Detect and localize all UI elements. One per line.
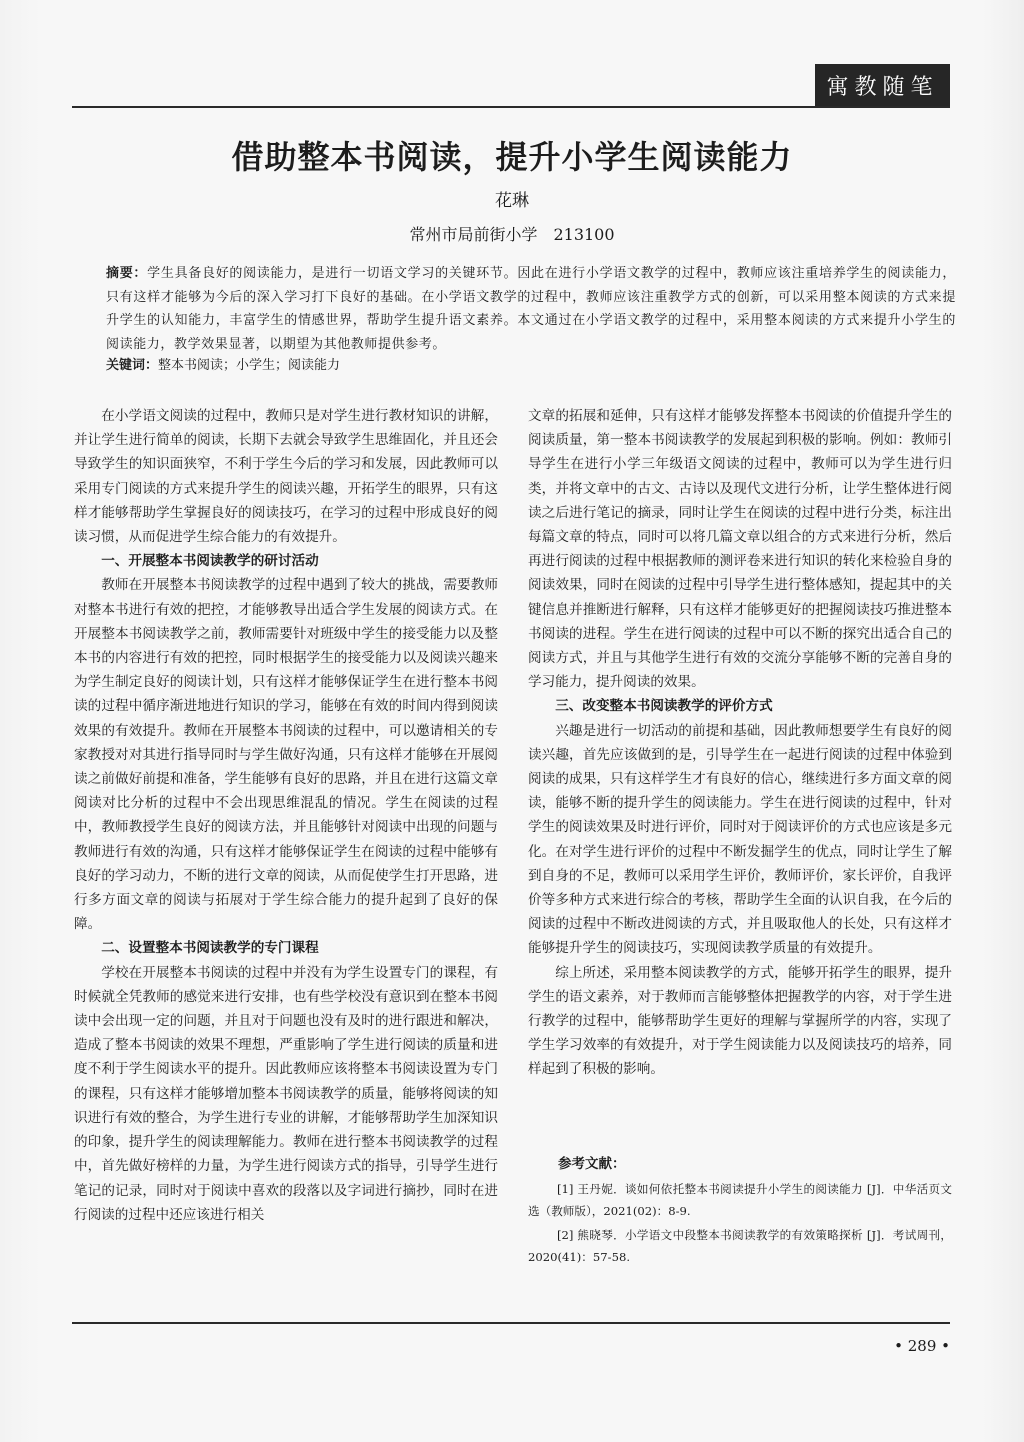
section2-heading: 二、设置整本书阅读教学的专门课程 — [101, 940, 319, 957]
author-name: 花琳 — [495, 191, 529, 211]
keywords-text: 整本书阅读；小学生；阅读能力 — [158, 358, 341, 373]
body-column-right — [528, 404, 952, 1082]
section1-paragraph: 教师在开展整本书阅读教学的过程中遇到了较大的挑战，需要教师对整本书进行有效的把控，才能够教导出适合学生发展的阅读方式。在开展整本书阅读教学之前，教师需要针对班级中学生的接受能力以及整本书的内容进行有效的把控，同时根据学生的接受能力以及阅读兴趣来为学生制定良好的阅读计划，只有这样才能够保证学生在进行整本书阅读的过程中循序渐进地进行知识的学习，能够在有效的时间内得到阅读效果的有效提升。教师在开展整本书阅读的过程中，可以邀请相关的专家教授对对其进行指导同时与学生做好沟通，只有这样才能够在开展阅读之前做好前提和准备，学生能够有良好的思路，并且在进行这篇文章阅读对比分析的过程中不会出现思维混乱的情况。学生在阅读的过程中，教师教授学生良好的阅读方法，并且能够针对阅读中出现的问题与教师进行有效的沟通，只有这样才能够保证学生在阅读的过程中能够有良好的学习动力，不断的进行文章的阅读，从而促使学生打开思路，进行多方面文章的阅读与拓展对于学生综合能力的提升起到了良好的保障。 — [74, 577, 498, 933]
intro-paragraph: 在小学语文阅读的过程中，教师只是对学生进行教材知识的讲解，并让学生进行简单的阅读，长期下去就会导致学生思维固化，并且还会导致学生的知识面狭窄，不利于学生今后的学习和发展，因此教师可以采用专门阅读的方式来提升学生的阅读兴趣，开拓学生的眼界，只有这样才能够帮助学生掌握良好的阅读技巧，在学习的过程中形成良好的阅读习惯，从而促进学生综合能力的有效提升。 — [74, 408, 498, 546]
references-list — [528, 1178, 952, 1270]
section3-paragraph: 兴趣是进行一切活动的前提和基础，因此教师想要学生有良好的阅读兴趣，首先应该做到的是，引导学生在一起进行阅读的过程中体验到阅读的成果，只有这样学生才有良好的信心，继续进行多方面文章的阅读，能够不断的提升学生的阅读能力。学生在进行阅读的过程中，针对学生的阅读效果及时进行评价，同时对于阅读评价的方式也应该是多元化。在对学生进行评价的过程中不断发掘学生的优点，同时让学生了解到自身的不足，教师可以采用学生评价，教师评价，家长评价，自我评价等多种方式来进行综合的考核，帮助学生全面的认识自我，在今后的阅读的过程中不断改进阅读的方式，并且吸取他人的长处，只有这样才能够提升学生的阅读技巧，实现阅读教学质量的有效提升。 — [528, 722, 952, 957]
section2-paragraph-part1: 学校在开展整本书阅读的过程中并没有为学生设置专门的课程，有时候就全凭教师的感觉来进行安排，也有些学校没有意识到在整本书阅读中会出现一定的问题，并且对于问题也没有及时的进行跟进和解决，造成了整本书阅读的效果不理想，严重影响了学生进行阅读的质量和进度不利于学生阅读水平的提升。因此教师应该将整本书阅读设置为专门的课程，只有这样才能够增加整本书阅读教学的质量，能够将阅读的知识进行有效的整合，为学生进行专业的讲解，才能够帮助学生加深知识的印象，提升学生的阅读理解能力。教师在进行整本书阅读教学的过程中，首先做好榜样的力量，为学生进行阅读方式的指导，引导学生进行笔记的记录，同时对于阅读中喜欢的段落以及字词进行摘抄，同时在进行阅读的过程中还应该进行相关 — [74, 964, 498, 1223]
conclusion-paragraph: 综上所述，采用整本阅读教学的方式，能够开拓学生的眼界，提升学生的语文素养，对于教师而言能够整体把握教学的内容，对于学生进行教学的过程中，能够帮助学生更好的理解与掌握所学的内容，实现了学生学习效率的有效提升，对于学生阅读能力以及阅读技巧的培养，同样起到了积极的影响。 — [528, 964, 952, 1078]
footer-rule — [72, 1322, 950, 1324]
abstract-text: 学生具备良好的阅读能力，是进行一切语文学习的关键环节。因此在进行小学语文教学的过程中，教师应该注重培养学生的阅读能力，只有这样才能够为今后的深入学习打下良好的基础。在小学语文教学的过程中，教师应该注重教学方式的创新，可以采用整本阅读的方式来提升学生的认知能力，丰富学生的情感世界，帮助学生提升语文素养。本文通过在小学语文教学的过程中，采用整本阅读的方式来提升小学生的阅读能力，教学效果显著，以期望为其他教师提供参考。 — [106, 266, 956, 352]
header-rule — [72, 106, 950, 108]
reference-item: [2] 熊晓琴．小学语文中段整本书阅读教学的有效策略探析 [J]．考试周刊，2020(41)：57-58. — [528, 1228, 952, 1264]
reference-item: [1] 王丹妮．谈如何依托整本书阅读提升小学生的阅读能力 [J]．中华活页文选（教师版），2021(02)：8-9. — [528, 1182, 952, 1218]
section2-paragraph-part2: 文章的拓展和延伸，只有这样才能够发挥整本书阅读的价值提升学生的阅读质量，第一整本书阅读教学的发展起到积极的影响。例如：教师引导学生在进行小学三年级语文阅读的过程中，教师可以为学生进行归类，并将文章中的古文、古诗以及现代文进行分析，让学生整体进行阅读之后进行笔记的摘录，同时让学生在阅读的过程中进行分类，标注出每篇文章的特点，同时可以将几篇文章以组合的方式来进行分析，然后再进行阅读的过程中根据教师的测评卷来进行知识的转化来检验自身的阅读效果，同时在阅读的过程中引导学生进行整体感知，提起其中的关键信息并推断进行解释，只有这样才能够更好的把握阅读技巧推进整本书阅读的进程。学生在进行阅读的过程中可以不断的探究出适合自己的阅读方式，并且与其他学生进行有效的交流分享能够不断的完善自身的学习能力，提升阅读的效果。 — [528, 408, 952, 691]
abstract-label: 摘要： — [106, 266, 148, 281]
author-affiliation: 常州市局前街小学 213100 — [409, 225, 615, 244]
keywords-label: 关键词： — [106, 358, 159, 373]
section3-heading: 三、改变整本书阅读教学的评价方式 — [555, 698, 773, 715]
keywords — [106, 356, 956, 376]
column-label: 寓教随笔 — [815, 64, 950, 106]
body-column-left — [74, 404, 498, 1227]
abstract — [106, 262, 956, 356]
article-title: 借助整本书阅读，提升小学生阅读能力 — [231, 138, 793, 176]
page-number: • 289 • — [894, 1337, 950, 1355]
references-title: 参考文献： — [558, 1156, 626, 1172]
section1-heading: 一、开展整本书阅读教学的研讨活动 — [101, 553, 319, 570]
